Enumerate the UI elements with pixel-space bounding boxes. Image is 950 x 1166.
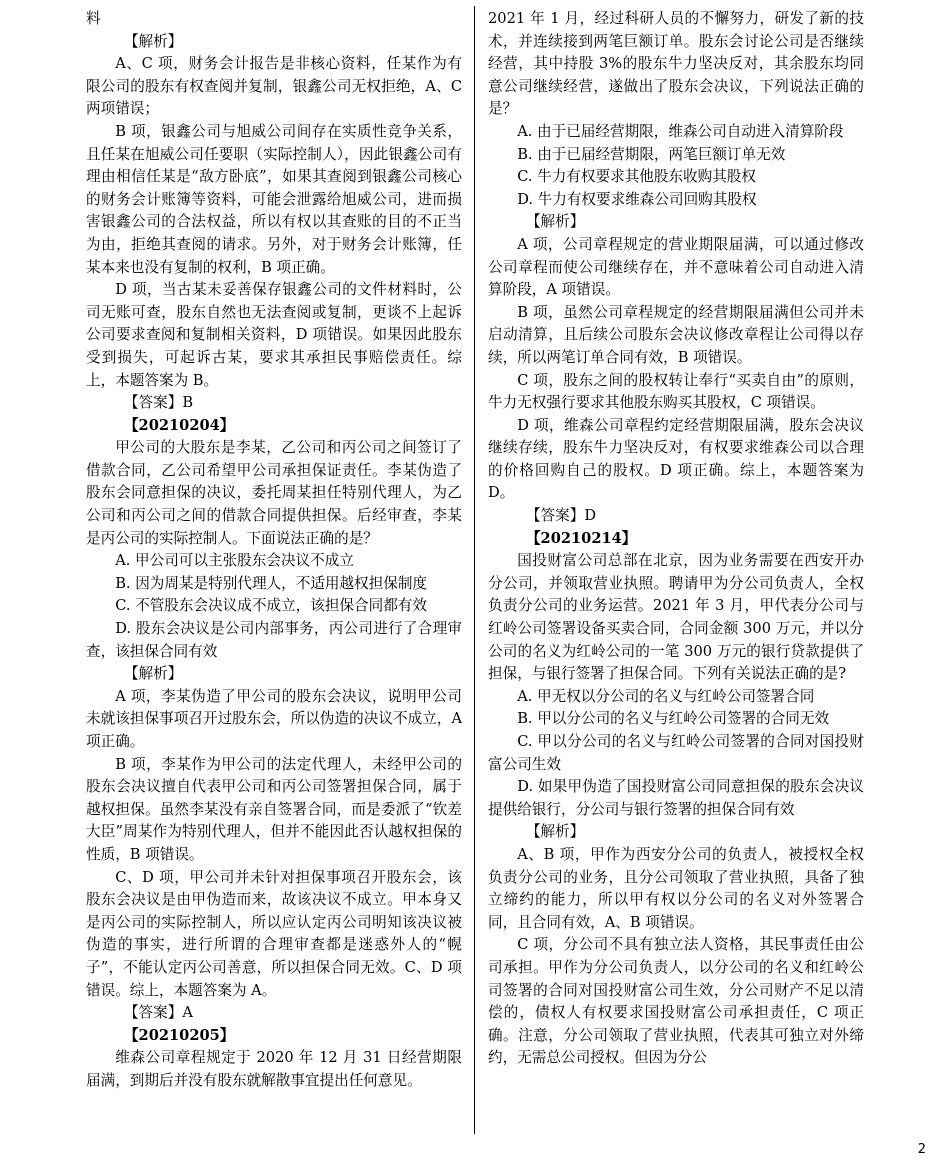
question-stem: 维森公司章程规定于 2020 年 12 月 31 日经营期限届满，到期后并没有股东就解散事宜提出任何意见。: [86, 1049, 462, 1089]
option-d: D. 如果甲伪造了国投财富公司同意担保的股东会决议提供给银行，分公司与银行签署的担保合同有效: [488, 778, 864, 818]
option-a: A. 由于已届经营期限，维森公司自动进入清算阶段: [517, 122, 844, 140]
question-id: 【20210204】: [123, 416, 235, 434]
analysis-paragraph: C 项，分公司不具有独立法人资格，其民事责任由公司承担。甲作为分公司负责人，以分公司的名义和红岭公司签署的合同对国投财富公司生效，分公司财产不足以清偿的，债权人有权要求国投财富公司承担责任，C 项正确。注意，分公司领取了营业执照，代表其可独立对外缔约，无需总公司授权。但因为分公: [488, 936, 864, 1067]
column-divider: [474, 6, 475, 1134]
question-stem: 国投财富公司总部在北京，因为业务需要在西安开办分公司，并领取营业执照。聘请甲为分公司负责人，全权负责分公司的业务运营。2021 年 3 月，甲代表分公司与红岭公司签署设备买卖合同，合同金额 300 万元，并以分公司的名义为红岭公司的一笔 300 万元的银行贷款提供了担保，与银行签署了担保合同。下列有关说法正确的是?: [488, 552, 864, 683]
question-stem-continued: 2021 年 1 月，经过科研人员的不懈努力，研发了新的技术，并连续接到两笔巨额订单。股东会讨论公司是否继续经营，其中持股 3%的股东牛力坚决反对，其余股东均同意公司继续经营，遂做出了股东会决议，下列说法正确的是？: [488, 10, 864, 118]
analysis-paragraph: C、D 项，甲公司并未针对担保事项召开股东会，该股东会决议是由甲伪造而来，故该决议不成立。甲本身又是丙公司的实际控制人，所以应认定丙公司明知该决议被伪造的事实，进行所谓的合理审查都是迷惑外人的“幌子”，不能认定丙公司善意，所以担保合同无效。C、D 项错误。综上，本题答案为 A。: [86, 868, 462, 999]
question-id: 【20210214】: [525, 529, 637, 547]
page-number: 2: [917, 1142, 926, 1157]
analysis-paragraph: A 项，李某伪造了甲公司的股东会决议，说明甲公司未就该担保事项召开过股东会，所以伪造的决议不成立，A 项正确。: [86, 687, 462, 750]
answer-label: 【答案】D: [525, 507, 597, 525]
option-d: D. 牛力有权要求维森公司回购其股权: [517, 190, 757, 208]
analysis-paragraph: A 项，公司章程规定的营业期限届满，可以通过修改公司章程而使公司继续存在，并不意味着公司自动进入清算阶段，A 项错误。: [488, 235, 864, 299]
analysis-label: 【解析】: [525, 213, 585, 231]
option-b: B. 因为周某是特别代理人，不适用越权担保制度: [115, 574, 428, 592]
analysis-paragraph: B 项，李某作为甲公司的法定代理人，未经甲公司的股东会决议擅自代表甲公司和丙公司签署担保合同，属于越权担保。虽然李某没有亲自签署合同，而是委派了“钦差大臣”周某作为特别代理人，但并不能因此否认越权担保的性质，B 项错误。: [86, 755, 462, 863]
question-stem: 甲公司的大股东是李某，乙公司和丙公司之间签订了借款合同，乙公司希望甲公司承担保证责任。李某伪造了股东会同意担保的决议，委托周某担任特别代理人，为乙公司和丙公司之间的借款合同提供担保。后经审查，李某是丙公司的实际控制人。下面说法正确的是？: [86, 439, 462, 547]
analysis-paragraph: C 项，股东之间的股权转让奉行“买卖自由”的原则，牛力无权强行要求其他股东购买其股权，C 项错误。: [488, 371, 864, 412]
answer-label: 【答案】A: [123, 1004, 193, 1022]
option-a: A. 甲无权以分公司的名义与红岭公司签署合同: [517, 687, 815, 705]
option-c: C. 不管股东会决议成不成立，该担保合同都有效: [115, 597, 427, 615]
option-c: C. 甲以分公司的名义与红岭公司签署的合同对国投财富公司生效: [488, 733, 864, 773]
analysis-paragraph: B 项，虽然公司章程规定的经营期限届满但公司并未启动清算，且后续公司股东会决议修改章程让公司得以存续，所以两笔订单合同有效，B 项错误。: [488, 303, 864, 366]
analysis-paragraph: B 项，银鑫公司与旭威公司间存在实质性竞争关系，且任某在旭威公司任要职（实际控制人），因此银鑫公司有理由相信任某是“敌方卧底”，如果其查阅到银鑫公司核心的财务会计账簿等资料，可能会泄露给旭威公司，进而损害银鑫公司的合法权益，所以有权以其查账的目的不正当为由，拒绝其查阅的请求。另外，对于财务会计账簿，任某本来也没有复制的权利，B 项正确。: [86, 122, 462, 276]
analysis-label: 【解析】: [525, 823, 585, 841]
analysis-paragraph: A、B 项，甲作为西安分公司的负责人，被授权全权负责分公司的业务，且分公司领取了营业执照，具备了独立缔约的能力，所以甲有权以分公司的名义对外签署合同，且合同有效，A、B 项错误。: [488, 845, 864, 931]
analysis-label: 【解析】: [123, 32, 183, 50]
continued-text: 料: [86, 10, 101, 27]
left-column: [86, 8, 462, 1093]
analysis-paragraph: D 项，维森公司章程约定经营期限届满，股东会决议继续存续，股东牛力坚决反对，有权要求维森公司以合理的价格回购自己的股权。D 项正确。综上，本题答案为 D。: [488, 416, 864, 502]
option-c: C. 牛力有权要求其他股东收购其股权: [517, 168, 757, 186]
question-id: 【20210205】: [123, 1026, 235, 1044]
option-a: A. 甲公司可以主张股东会决议不成立: [115, 552, 354, 570]
analysis-paragraph: D 项，当古某未妥善保存银鑫公司的文件材料时，公司无账可查，股东自然也无法查阅或复制，更谈不上起诉公司要求查阅和复制相关资料，D 项错误。如果因此股东受到损失，可起诉古某，要求其承担民事赔偿责任。综上，本题答案为 B。: [86, 281, 462, 389]
option-b: B. 甲以分公司的名义与红岭公司签署的合同无效: [517, 710, 830, 728]
answer-label: 【答案】B: [123, 394, 194, 412]
right-column: [488, 8, 864, 1070]
option-b: B. 由于已届经营期限，两笔巨额订单无效: [517, 145, 786, 163]
analysis-label: 【解析】: [123, 665, 183, 683]
option-d: D. 股东会决议是公司内部事务，丙公司进行了合理审查，该担保合同有效: [86, 620, 462, 660]
analysis-paragraph: A、C 项，财务会计报告是非核心资料，任某作为有限公司的股东有权查阅并复制，银鑫公司无权拒绝，A、C 两项错误；: [86, 55, 462, 118]
